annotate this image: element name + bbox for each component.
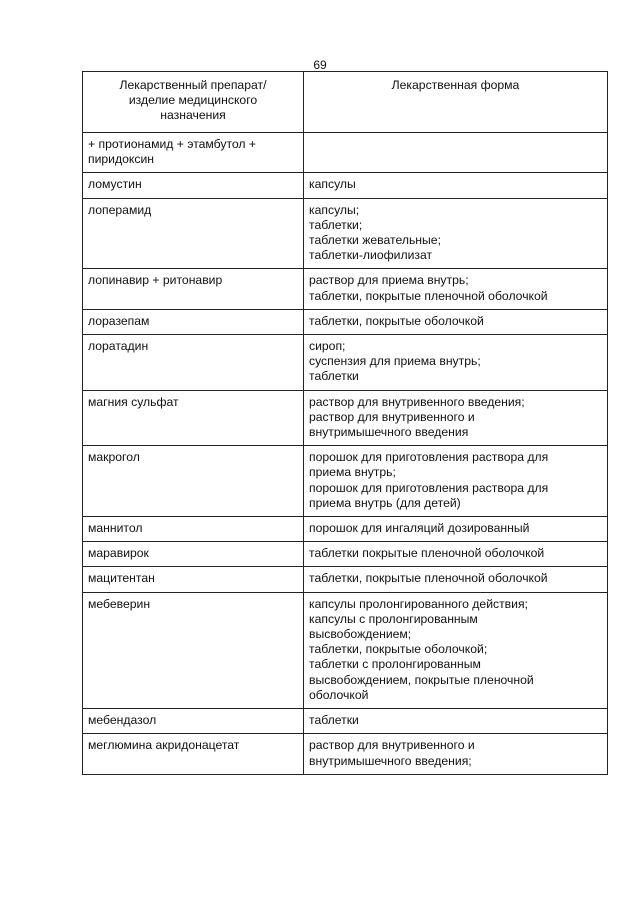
cell-text-line: раствор для внутривенного и — [309, 738, 475, 753]
cell-text-line: пиридоксин — [88, 152, 154, 167]
cell-text-line: суспензия для приема внутрь; — [309, 354, 481, 369]
dosage-form-cell — [304, 709, 608, 734]
table-row — [83, 335, 608, 391]
table-body — [83, 133, 608, 775]
table-row — [83, 390, 608, 446]
cell-text-line: оболочкой — [309, 687, 369, 702]
cell-text-line: раствор для приема внутрь; — [309, 273, 469, 288]
table-row — [83, 517, 608, 542]
cell-text-line: таблетки, покрытые оболочкой; — [309, 642, 488, 657]
cell-text-line: изделие медицинского — [128, 93, 258, 108]
cell-text-line: порошок для ингаляций дозированный — [309, 521, 530, 536]
cell-text-line: ломустин — [88, 177, 142, 192]
cell-text-line: раствор для внутривенного и — [309, 409, 475, 424]
cell-text-line: таблетки покрытые пленочной оболочкой — [309, 546, 545, 561]
cell-text-line: меглюмина акридонацетат — [88, 738, 240, 753]
header-drug-name — [83, 72, 304, 133]
cell-text-line: мебендазол — [88, 713, 157, 728]
cell-text-line: таблетки, покрытые пленочной оболочкой — [309, 571, 548, 586]
header-row — [83, 72, 608, 133]
cell-text-line: высвобождением; — [309, 627, 412, 642]
cell-text-line: раствор для внутривенного введения; — [309, 394, 525, 409]
cell-text-line: капсулы; — [309, 202, 360, 217]
table-row — [83, 269, 608, 309]
drug-table — [82, 71, 608, 775]
dosage-form-cell — [304, 734, 608, 774]
table-row — [83, 542, 608, 567]
cell-text-line: внутримышечного введения — [309, 425, 469, 440]
dosage-form-cell — [304, 309, 608, 334]
dosage-form-cell — [304, 592, 608, 708]
cell-text-line: макрогол — [88, 450, 140, 465]
table-row — [83, 309, 608, 334]
cell-text-line: сироп; — [309, 339, 346, 354]
dosage-form-cell — [304, 446, 608, 517]
dosage-form-cell — [304, 542, 608, 567]
drug-name-cell — [83, 446, 304, 517]
cell-text-line: Лекарственная форма — [391, 78, 520, 92]
dosage-form-cell — [304, 198, 608, 269]
table-row — [83, 734, 608, 774]
cell-text-line: таблетки жевательные; — [309, 233, 441, 248]
table-row — [83, 567, 608, 592]
drug-name-cell — [83, 309, 304, 334]
cell-text-line: мебеверин — [88, 596, 151, 611]
table-header — [83, 72, 608, 133]
dosage-form-cell — [304, 173, 608, 198]
drug-name-cell — [83, 734, 304, 774]
cell-text-line: Лекарственный препарат/ — [119, 78, 267, 92]
drug-name-cell — [83, 709, 304, 734]
drug-name-cell — [83, 173, 304, 198]
cell-text-line: высвобождением, покрытые пленочной — [309, 672, 534, 687]
table-row — [83, 709, 608, 734]
cell-text-line: таблетки-лиофилизат — [309, 248, 433, 263]
table-row — [83, 198, 608, 269]
dosage-form-cell — [304, 517, 608, 542]
cell-text-line: + протионамид + этамбутол + — [88, 137, 257, 151]
cell-text-line: таблетки, покрытые пленочной оболочкой — [309, 288, 548, 303]
table-row — [83, 592, 608, 708]
drug-name-cell — [83, 198, 304, 269]
cell-text-line: маравирок — [88, 546, 149, 561]
dosage-form-cell — [304, 269, 608, 309]
cell-text-line: таблетки — [309, 713, 359, 728]
cell-text-line: лоперамид — [88, 202, 152, 217]
dosage-form-cell — [304, 567, 608, 592]
drug-name-cell — [83, 390, 304, 446]
cell-text-line: назначения — [160, 108, 226, 123]
cell-text-line: приема внутрь (для детей) — [309, 495, 461, 510]
header-dosage-form — [304, 72, 608, 133]
table-row — [83, 446, 608, 517]
table-row — [83, 133, 608, 173]
drug-name-cell — [83, 567, 304, 592]
cell-text-line: внутримышечного введения; — [309, 753, 472, 768]
cell-text-line: таблетки; — [309, 217, 363, 232]
cell-text-line: таблетки — [309, 369, 359, 384]
drug-name-cell — [83, 335, 304, 391]
dosage-form-cell — [304, 390, 608, 446]
cell-text-line: лоратадин — [88, 339, 149, 354]
cell-text-line: мацитентан — [88, 571, 155, 586]
drug-name-cell — [83, 133, 304, 173]
dosage-form-cell — [304, 335, 608, 391]
cell-text-line: таблетки, покрытые оболочкой — [309, 313, 484, 328]
cell-text-line: таблетки с пролонгированным — [309, 657, 481, 672]
cell-text-line: маннитол — [88, 521, 143, 536]
cell-text-line: лопинавир + ритонавир — [88, 273, 223, 288]
cell-text-line: порошок для приготовления раствора для — [309, 480, 549, 495]
drug-name-cell — [83, 592, 304, 708]
cell-text-line: порошок для приготовления раствора для — [309, 450, 549, 465]
drug-name-cell — [83, 542, 304, 567]
dosage-form-cell — [304, 133, 608, 173]
drug-name-cell — [83, 517, 304, 542]
cell-text-line: капсулы — [309, 177, 356, 192]
cell-text-line: приема внутрь; — [309, 465, 396, 480]
cell-text-line: лоразепам — [88, 313, 150, 328]
cell-text-line: капсулы с пролонгированным — [309, 611, 478, 626]
page-number: 69 — [313, 58, 327, 72]
drug-name-cell — [83, 269, 304, 309]
cell-text-line: магния сульфат — [88, 394, 179, 409]
table-row — [83, 173, 608, 198]
cell-text-line: капсулы пролонгированного действия; — [309, 596, 528, 611]
